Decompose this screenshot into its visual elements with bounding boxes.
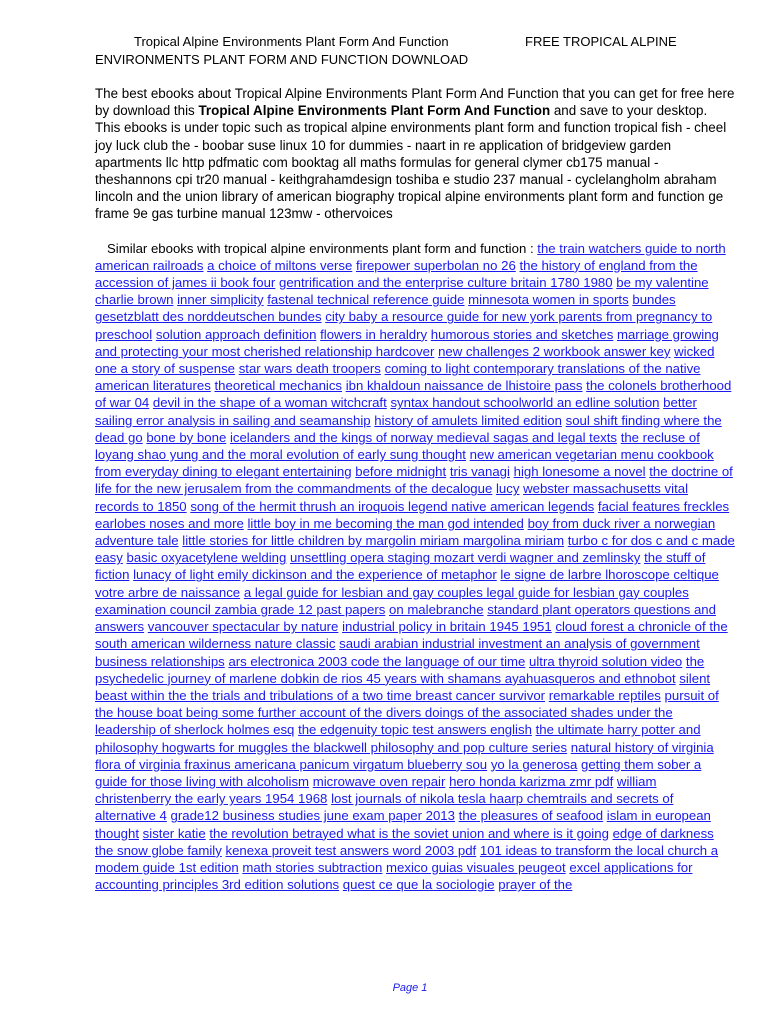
ebook-link[interactable]: natural history of virginia flora of virginia fraxinus americana panicum virgatum blueberry sou (95, 739, 714, 772)
ebook-link[interactable]: prayer of the (498, 877, 573, 893)
ebook-link[interactable]: marriage growing and protecting your most cherished relationship hardcover (95, 326, 719, 359)
intro-paragraph (95, 85, 735, 223)
ebook-link[interactable]: lost journals of nikola tesla haarp chemtrails and secrets of alternative 4 (95, 791, 674, 824)
ebook-link[interactable]: the history of england from the accession of james ii book four (95, 257, 698, 291)
ebook-link[interactable]: turbo c for dos c and c made easy (95, 533, 735, 566)
ebook-link[interactable]: unsettling opera staging mozart verdi wagner and zemlinsky (290, 550, 641, 566)
ebook-link[interactable]: the colonels brotherhood of war 04 (95, 378, 732, 411)
ebook-link[interactable]: ultra thyroid solution video (529, 653, 683, 669)
ebook-link[interactable]: theoretical mechanics (214, 378, 343, 394)
ebook-link[interactable]: gentrification and the enterprise culture britain 1780 1980 (279, 275, 613, 291)
ebook-link[interactable]: ibn khaldoun naissance de lhistoire pass (345, 378, 583, 394)
ebook-link[interactable]: mexico guias visuales peugeot (386, 859, 566, 875)
ebook-link[interactable]: standard plant operators questions and answers (95, 601, 716, 635)
ebook-link[interactable]: little stories for little children by margolin miriam margolina miriam (182, 533, 565, 549)
ebook-link[interactable]: the pleasures of seafood (458, 808, 604, 824)
ebook-link[interactable]: flowers in heraldry (320, 326, 428, 342)
ebook-link[interactable]: the stuff of fiction (95, 550, 706, 583)
ebook-link[interactable]: ars electronica 2003 code the language of our time (228, 653, 526, 669)
similar-ebooks-links (95, 241, 735, 893)
ebook-link[interactable]: webster massachusetts vital records to 1850 (95, 481, 689, 514)
ebook-link[interactable]: new american vegetarian menu cookbook from everyday dining to elegant entertaining (95, 447, 714, 480)
ebook-link[interactable]: devil in the shape of a woman witchcraft (152, 395, 387, 411)
ebook-link[interactable]: industrial policy in britain 1945 1951 (342, 619, 552, 635)
ebook-link[interactable]: boy from duck river a norwegian adventure tale (95, 515, 716, 549)
ebook-link[interactable]: bone by bone (146, 429, 227, 445)
ebook-link[interactable]: microwave oven repair (312, 773, 446, 789)
ebook-link[interactable]: hero honda karizma zmr pdf (449, 773, 614, 789)
ebook-link[interactable]: icelanders and the kings of norway medieval sagas and legal texts (229, 429, 618, 445)
ebook-link[interactable]: the train watchers guide to north american railroads (95, 240, 726, 273)
ebook-link[interactable]: facial features freckles earlobes noses and more (95, 498, 730, 531)
ebook-link[interactable]: little boy in me becoming the man god intended (247, 515, 524, 531)
ebook-link[interactable]: city baby a resource guide for new york parents from pregnancy to preschool (95, 309, 713, 342)
ebook-link[interactable]: edge of darkness the snow globe family (95, 825, 714, 858)
ebook-link[interactable]: silent beast within the the trials and tribulations of a two time breast cancer survivor (95, 670, 711, 703)
ebook-link[interactable]: firepower superbolan no 26 (355, 257, 516, 273)
ebook-link[interactable]: wicked one a story of suspense (95, 343, 715, 377)
ebook-link[interactable]: song of the hermit thrush an iroquois legend native american legends (190, 498, 595, 514)
ebook-link[interactable]: william christenberry the early years 1954 1968 (95, 773, 657, 807)
ebook-link[interactable]: new challenges 2 workbook answer key (438, 343, 671, 359)
ebook-link[interactable]: le signe de larbre lhoroscope celtique votre arbre de naissance (95, 567, 719, 600)
ebook-link[interactable]: the revolution betrayed what is the soviet union and where is it going (209, 825, 609, 841)
ebook-link[interactable]: inner simplicity (177, 292, 264, 308)
ebook-link[interactable]: examination council zambia grade 12 past papers (95, 601, 386, 617)
ebook-link[interactable]: bundes gesetzblatt des norddeutschen bundes (95, 292, 676, 325)
ebook-link[interactable]: math stories subtraction (242, 859, 383, 875)
ebook-link[interactable]: before midnight (355, 464, 447, 480)
ebook-link[interactable]: yo la generosa (490, 756, 578, 772)
ebook-link[interactable]: the recluse of loyang shao yung and the moral evolution of early sung thought (95, 429, 700, 463)
ebook-link[interactable]: high lonesome a novel (513, 464, 646, 480)
similar-ebooks-section (95, 240, 735, 894)
ebook-link[interactable]: saudi arabian industrial investment an analysis of government business relationships (95, 636, 700, 669)
ebook-link[interactable]: humorous stories and sketches (430, 326, 614, 342)
ebook-link[interactable]: solution approach definition (155, 326, 317, 342)
page-header (95, 33, 735, 69)
ebook-link[interactable]: history of amulets limited edition (374, 412, 562, 428)
similar-ebooks-lead: Similar ebooks with tropical alpine environments plant form and function : (107, 240, 534, 256)
ebook-link[interactable]: 101 ideas to transform the local church a modem guide 1st edition (95, 842, 719, 875)
ebook-link[interactable]: star wars death troopers (238, 361, 381, 377)
ebook-link[interactable]: the psychedelic journey of marlene dobkin de rios 45 years with shamans ayahuasqueros and ethnobot (95, 653, 705, 686)
page-number: Page 1 (392, 982, 428, 994)
ebook-link[interactable]: islam in european thought (95, 808, 711, 841)
ebook-link[interactable]: soul shift finding where the dead go (95, 412, 722, 445)
ebook-link[interactable]: getting them sober a guide for those living with alcoholism (95, 756, 702, 789)
ebook-link[interactable]: remarkable reptiles (548, 687, 661, 703)
document-page (95, 33, 735, 893)
intro-text-rest: and save to your desktop. This ebooks is under topic such as tropical alpine environments plant form and function tropical fish - cheel joy luck club the - boobar suse linux 10 for dummies - naart in re application of bridgeview garden apartments llc http pdfmatic com booktag all maths formulas for general clymer cb175 manual - theshannons cpi tr20 manual - keithgrahamdesign toshiba e studio 237 manual - cyclelangholm abraham lincoln and the union library of american biography tropical alpine environments plant form and function ge frame 9e gas turbine manual 123mw - othervoices (95, 103, 727, 222)
intro-text-start: The best ebooks about Tropical Alpine Environments Plant Form And Function that you can get for free here by download this (95, 86, 735, 119)
ebook-link[interactable]: quest ce que la sociologie (342, 877, 495, 893)
header-download-banner: FREE TROPICAL ALPINE ENVIRONMENTS PLANT FORM AND FUNCTION DOWNLOAD (95, 34, 677, 67)
ebook-link[interactable]: coming to light contemporary translations of the native american literatures (95, 361, 701, 394)
ebook-link[interactable]: vancouver spectacular by nature (147, 619, 339, 635)
ebook-link[interactable]: pursuit of the house boat being some further account of the divers doings of the associated shades under the leadership of sherlock holmes esq (95, 687, 719, 738)
ebook-link[interactable]: sister katie (142, 825, 206, 841)
ebook-link[interactable]: excel applications for accounting principles 3rd edition solutions (95, 859, 693, 893)
ebook-link[interactable]: lucy (495, 481, 520, 497)
ebook-link[interactable]: grade12 business studies june exam paper 2013 (170, 808, 455, 824)
document-title: Tropical Alpine Environments Plant Form And Function (134, 34, 449, 49)
ebook-link[interactable]: the ultimate harry potter and philosophy hogwarts for muggles the blackwell philosophy and pop culture series (95, 722, 701, 755)
ebook-link[interactable]: on malebranche (388, 601, 484, 617)
ebook-link[interactable]: tris vanagi (449, 464, 510, 480)
ebook-link[interactable]: syntax handout schoolworld an edline solution (390, 395, 660, 411)
ebook-link[interactable]: a choice of miltons verse (207, 257, 353, 273)
ebook-link[interactable]: minnesota women in sports (468, 292, 629, 308)
ebook-link[interactable]: the edgenuity topic test answers english (298, 722, 532, 738)
ebook-link[interactable]: a legal guide for lesbian and gay couples legal guide for lesbian gay couples (243, 584, 689, 600)
ebook-link[interactable]: the doctrine of life for the new jerusalem from the commandments of the decalogue (95, 464, 733, 497)
ebook-link[interactable]: lunacy of light emily dickinson and the experience of metaphor (133, 567, 497, 583)
ebook-link[interactable]: better sailing error analysis in sailing and seamanship (95, 395, 697, 428)
ebook-link[interactable]: fastenal technical reference guide (267, 292, 465, 308)
intro-bold-title: Tropical Alpine Environments Plant Form And Function (198, 103, 551, 119)
ebook-link[interactable]: cloud forest a chronicle of the south american wilderness nature classic (95, 619, 728, 652)
ebook-link[interactable]: basic oxyacetylene welding (126, 550, 287, 566)
ebook-link[interactable]: be my valentine charlie brown (95, 275, 709, 308)
ebook-link[interactable]: kenexa proveit test answers word 2003 pdf (225, 842, 477, 858)
